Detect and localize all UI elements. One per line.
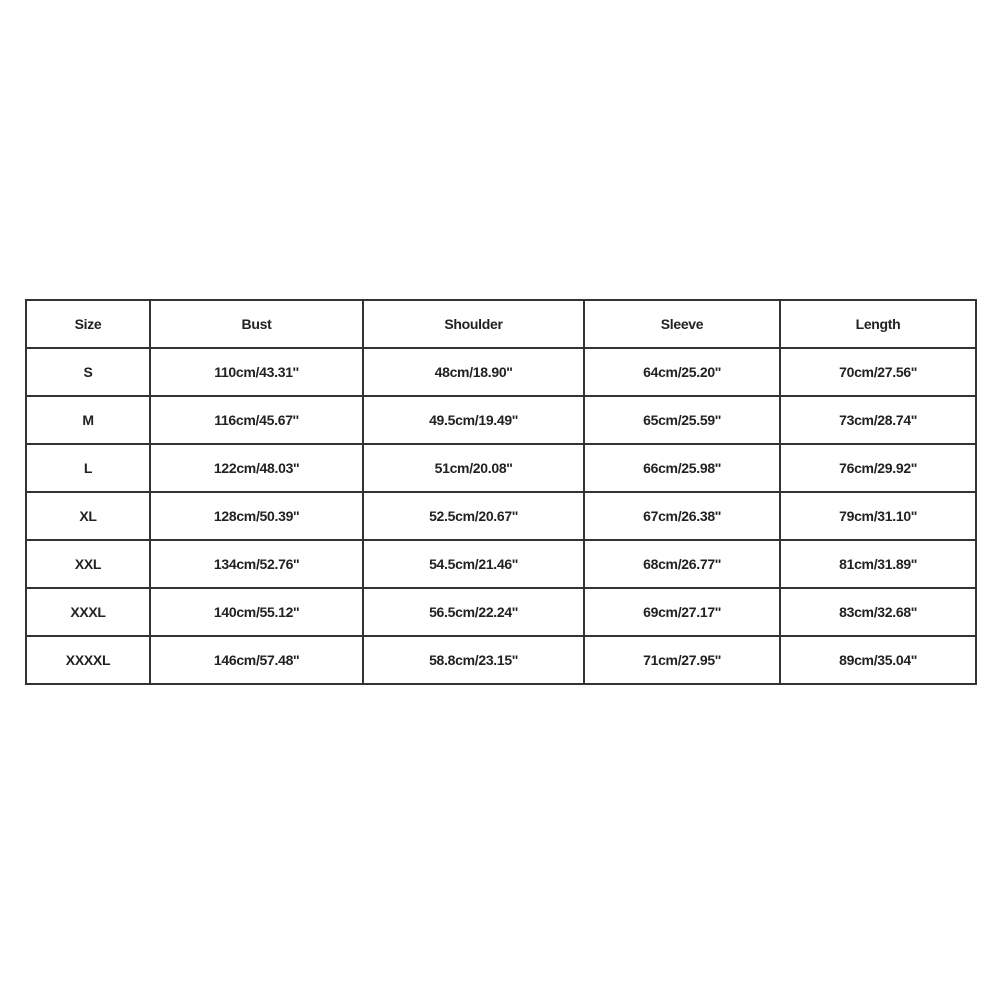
size-cell: M	[26, 396, 150, 444]
size-cell: L	[26, 444, 150, 492]
shoulder-cell: 56.5cm/22.24''	[363, 588, 584, 636]
size-cell: XL	[26, 492, 150, 540]
size-cell: XXXL	[26, 588, 150, 636]
shoulder-cell: 58.8cm/23.15''	[363, 636, 584, 684]
length-cell: 76cm/29.92''	[780, 444, 976, 492]
length-cell: 73cm/28.74''	[780, 396, 976, 444]
size-cell: XXXXL	[26, 636, 150, 684]
bust-cell: 122cm/48.03''	[150, 444, 363, 492]
length-cell: 83cm/32.68''	[780, 588, 976, 636]
size-cell: S	[26, 348, 150, 396]
bust-cell: 128cm/50.39''	[150, 492, 363, 540]
table-row	[26, 348, 976, 396]
table-row	[26, 492, 976, 540]
length-cell: 81cm/31.89''	[780, 540, 976, 588]
table-header-row	[26, 300, 976, 348]
sleeve-cell: 69cm/27.17''	[584, 588, 780, 636]
header-size: Size	[26, 300, 150, 348]
sleeve-cell: 65cm/25.59''	[584, 396, 780, 444]
sleeve-cell: 71cm/27.95''	[584, 636, 780, 684]
sleeve-cell: 64cm/25.20''	[584, 348, 780, 396]
table-row	[26, 588, 976, 636]
length-cell: 70cm/27.56''	[780, 348, 976, 396]
shoulder-cell: 52.5cm/20.67''	[363, 492, 584, 540]
size-cell: XXL	[26, 540, 150, 588]
header-shoulder: Shoulder	[363, 300, 584, 348]
table-row	[26, 540, 976, 588]
sleeve-cell: 68cm/26.77''	[584, 540, 780, 588]
shoulder-cell: 48cm/18.90''	[363, 348, 584, 396]
length-cell: 79cm/31.10''	[780, 492, 976, 540]
table-row	[26, 636, 976, 684]
bust-cell: 110cm/43.31''	[150, 348, 363, 396]
bust-cell: 146cm/57.48''	[150, 636, 363, 684]
header-sleeve: Sleeve	[584, 300, 780, 348]
header-length: Length	[780, 300, 976, 348]
shoulder-cell: 49.5cm/19.49''	[363, 396, 584, 444]
table-row	[26, 444, 976, 492]
size-chart-table	[25, 299, 977, 685]
bust-cell: 134cm/52.76''	[150, 540, 363, 588]
bust-cell: 116cm/45.67''	[150, 396, 363, 444]
sleeve-cell: 66cm/25.98''	[584, 444, 780, 492]
shoulder-cell: 54.5cm/21.46''	[363, 540, 584, 588]
header-bust: Bust	[150, 300, 363, 348]
sleeve-cell: 67cm/26.38''	[584, 492, 780, 540]
shoulder-cell: 51cm/20.08''	[363, 444, 584, 492]
table-row	[26, 396, 976, 444]
bust-cell: 140cm/55.12''	[150, 588, 363, 636]
length-cell: 89cm/35.04''	[780, 636, 976, 684]
